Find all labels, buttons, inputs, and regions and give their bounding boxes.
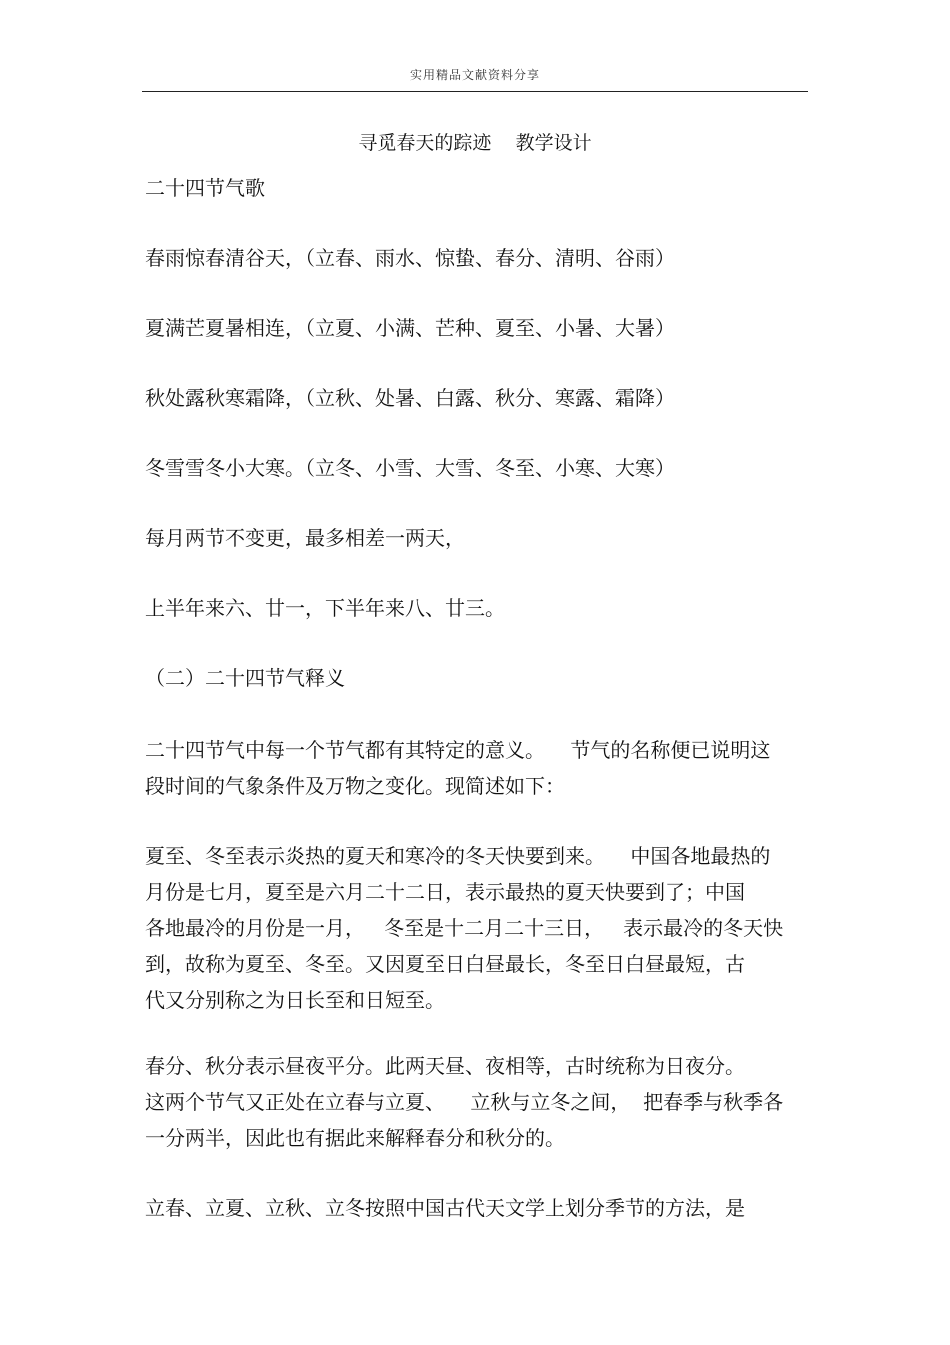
paragraph-line: 一分两半，因此也有据此来解释春分和秋分的。: [145, 1126, 565, 1150]
song-line: 夏满芒夏暑相连，（立夏、小满、芒种、夏至、小暑、大暑）: [145, 316, 675, 340]
document-title: 寻觅春天的踪迹 教学设计: [358, 132, 592, 154]
paragraph-intro: [145, 738, 825, 810]
paragraph-solstice: [145, 844, 825, 1024]
paragraph-line: 二十四节气中每一个节气都有其特定的意义。 节气的名称便已说明这: [145, 738, 771, 762]
header-rule: [142, 91, 808, 92]
paragraph-line: 月份是七月，夏至是六月二十二日，表示最热的夏天快要到了；中国: [145, 880, 745, 904]
paragraph-four-beginnings: [145, 1196, 825, 1232]
running-header: 实用精品文献资料分享: [409, 68, 540, 82]
song-line: 春雨惊春清谷天，（立春、雨水、惊蛰、春分、清明、谷雨）: [145, 246, 675, 270]
paragraph-line: 段时间的气象条件及万物之变化。现简述如下：: [145, 774, 565, 798]
section-heading: （二）二十四节气释义: [145, 666, 345, 690]
song-line: 上半年来六、廿一，下半年来八、廿三。: [145, 596, 505, 620]
paragraph-line: 到，故称为夏至、冬至。又因夏至日白昼最长，冬至日白昼最短，古: [145, 952, 745, 976]
song-line: 每月两节不变更，最多相差一两天，: [145, 526, 465, 550]
paragraph-line: 这两个节气又正处在立春与立夏、 立秋与立冬之间， 把春季与秋季各: [145, 1090, 784, 1114]
song-line: 冬雪雪冬小大寒。（立冬、小雪、大雪、冬至、小寒、大寒）: [145, 456, 675, 480]
paragraph-line: 代又分别称之为日长至和日短至。: [145, 988, 445, 1012]
paragraph-line: 各地最冷的月份是一月， 冬至是十二月二十三日， 表示最冷的冬天快: [145, 916, 784, 940]
paragraph-line: 立春、立夏、立秋、立冬按照中国古代天文学上划分季节的方法，是: [145, 1196, 745, 1220]
paragraph-line: 春分、秋分表示昼夜平分。此两天昼、夜相等，古时统称为日夜分。: [145, 1054, 745, 1078]
paragraph-equinox: [145, 1054, 825, 1162]
paragraph-line: 夏至、冬至表示炎热的夏天和寒冷的冬天快要到来。 中国各地最热的: [145, 844, 771, 868]
song-heading: 二十四节气歌: [145, 176, 265, 200]
song-line: 秋处露秋寒霜降，（立秋、处暑、白露、秋分、寒露、霜降）: [145, 386, 675, 410]
